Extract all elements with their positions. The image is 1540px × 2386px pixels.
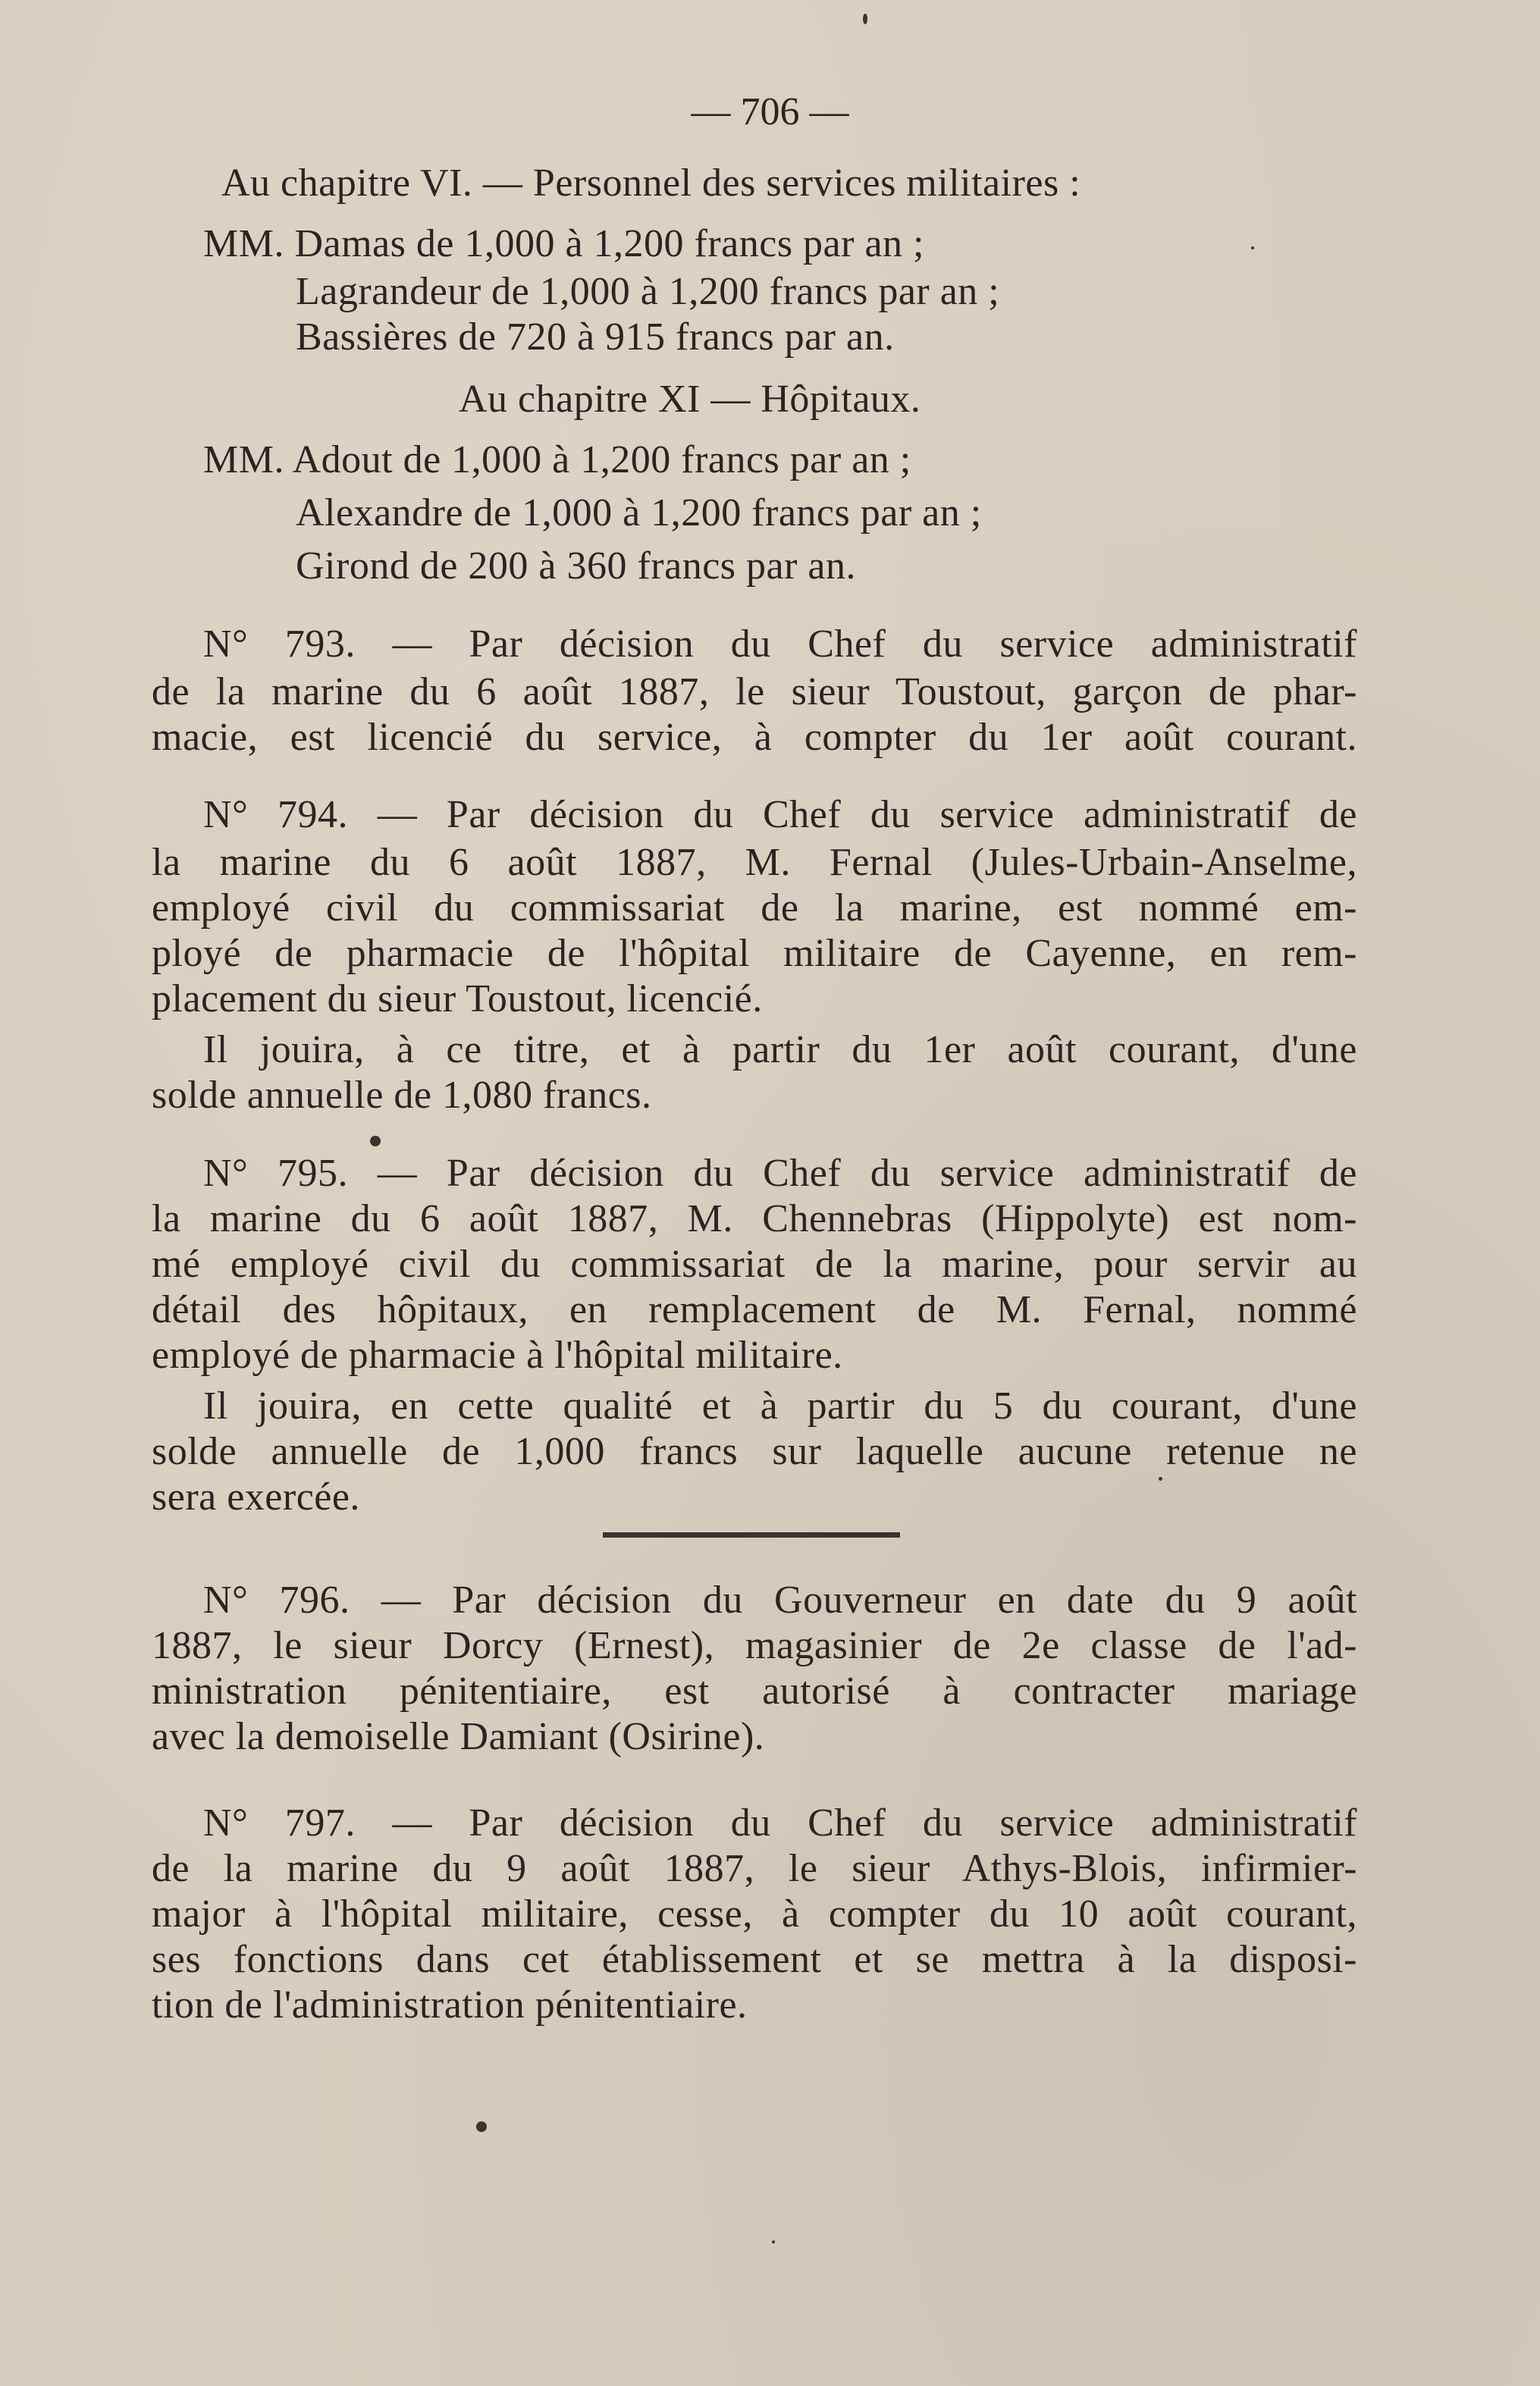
paragraph-797-line: major à l'hôpital militaire, cesse, à compter du 10 août courant, <box>152 1892 1357 1936</box>
scan-speck <box>370 1136 381 1146</box>
paragraph-795-line: la marine du 6 août 1887, M. Chennebras (Hippolyte) est nom- <box>152 1197 1357 1240</box>
paragraph-797-line: N° 797. — Par décision du Chef du service administratif <box>203 1801 1357 1845</box>
paragraph-795-line: mé employé civil du commissariat de la marine, pour servir au <box>152 1243 1357 1286</box>
text-line: Bassières de 720 à 915 francs par an. <box>296 315 895 359</box>
page-number: — 706 — <box>691 90 849 133</box>
paragraph-793-line: N° 793. — Par décision du Chef du service administratif <box>203 622 1357 666</box>
paragraph-794-line: Il jouira, à ce titre, et à partir du 1er août courant, d'une <box>203 1028 1357 1071</box>
paragraph-794-line: placement du sieur Toustout, licencié. <box>152 977 763 1021</box>
paragraph-795-line: N° 795. — Par décision du Chef du service administratif de <box>203 1152 1357 1195</box>
text-line: MM. Adout de 1,000 à 1,200 francs par an ; <box>203 438 911 481</box>
scan-speck <box>476 2121 487 2132</box>
paragraph-794-line: ployé de pharmacie de l'hôpital militaire de Cayenne, en rem- <box>152 932 1357 975</box>
paragraph-796-line: 1887, le sieur Dorcy (Ernest), magasinier de 2e classe de l'ad- <box>152 1624 1357 1667</box>
text-line: Lagrandeur de 1,000 à 1,200 francs par an ; <box>296 270 1000 313</box>
paragraph-795-line: détail des hôpitaux, en remplacement de M. Fernal, nommé <box>152 1288 1357 1331</box>
scan-speck <box>772 2240 775 2243</box>
paragraph-797-line: ses fonctions dans cet établissement et se mettra à la disposi- <box>152 1938 1357 1981</box>
scan-speck <box>1159 1477 1162 1481</box>
paragraph-797-line: de la marine du 9 août 1887, le sieur Athys-Blois, infirmier- <box>152 1847 1357 1890</box>
chapter-vi-heading: Au chapitre VI. — Personnel des services militaires : <box>221 161 1081 205</box>
paragraph-795-line: solde annuelle de 1,000 francs sur laquelle aucune retenue ne <box>152 1430 1357 1473</box>
paragraph-794-line: la marine du 6 août 1887, M. Fernal (Jules-Urbain-Anselme, <box>152 841 1357 884</box>
paragraph-796-line: ministration pénitentiaire, est autorisé à contracter mariage <box>152 1670 1357 1713</box>
paragraph-793-line: macie, est licencié du service, à compter du 1er août courant. <box>152 716 1357 759</box>
scan-speck <box>863 14 867 24</box>
paragraph-796-line: N° 796. — Par décision du Gouverneur en date du 9 août <box>203 1579 1357 1622</box>
text-line: MM. Damas de 1,000 à 1,200 francs par an ; <box>203 222 924 265</box>
section-divider <box>603 1532 900 1538</box>
chapter-xi-heading: Au chapitre XI — Hôpitaux. <box>459 378 921 421</box>
text-line: Alexandre de 1,000 à 1,200 francs par an ; <box>296 491 982 535</box>
paragraph-797-line: tion de l'administration pénitentiaire. <box>152 1983 748 2027</box>
paragraph-795-line: sera exercée. <box>152 1475 360 1519</box>
paragraph-795-line: employé de pharmacie à l'hôpital militaire. <box>152 1334 843 1377</box>
paragraph-794-line: employé civil du commissariat de la marine, est nommé em- <box>152 886 1357 930</box>
scan-speck <box>1251 246 1254 249</box>
text-line: Girond de 200 à 360 francs par an. <box>296 544 856 588</box>
paragraph-794-line: N° 794. — Par décision du Chef du service administratif de <box>203 793 1357 836</box>
paragraph-796-line: avec la demoiselle Damiant (Osirine). <box>152 1715 765 1758</box>
paragraph-795-line: Il jouira, en cette qualité et à partir du 5 du courant, d'une <box>203 1384 1357 1428</box>
paragraph-794-line: solde annuelle de 1,080 francs. <box>152 1074 652 1117</box>
paragraph-793-line: de la marine du 6 août 1887, le sieur Toustout, garçon de phar- <box>152 670 1357 713</box>
